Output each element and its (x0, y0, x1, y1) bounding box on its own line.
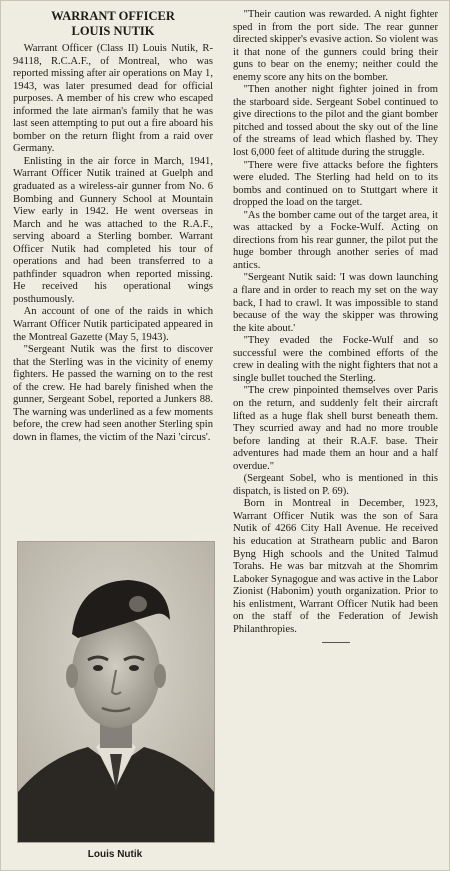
paragraph: "Sergeant Nutik was the first to discover that the Sterling was in the vicinity of enemy fighters. He passed the warning on to the rest of the crew. He had barely finished when the gunner, Sergeant Sobel, reported a Junkers 88. The warning was underlined as a few moments before, the crew had seen another Sterling spin down in flames, the victim of the Nazi 'circus'. (13, 344, 213, 443)
paragraph: "There were five attacks before the fighters were eluded. The Sterling had held on to its bombs and continued on to Stuttgart where it dropped the load on the target. (233, 159, 438, 209)
paragraph: "They evaded the Focke-Wulf and so successful were the combined efforts of the crew in dealing with the night fighters that not a single bullet touched the Sterling. (233, 335, 438, 384)
portrait-photo (17, 541, 215, 843)
paragraph: Born in Montreal in December, 1923, Warrant Officer Nutik was the son of Sara Nutik of 4266 City Hall Avenue. He received his education at Strathearn public and Baron Byng High schools and the United Talmud Torahs. He was bar mitzvah at the Shomrim Laboker Synagogue and was active in the Labor Zionist (Habonim) youth organization. Prior to his enlistment, Warrant Officer Nutik had been on the staff of the Federation of Jewish Philanthropies. (233, 498, 438, 635)
end-divider (322, 642, 350, 643)
paragraph: "The crew pinpointed themselves over Paris on the return, and suddenly felt their aircraft lifted as a huge flak shell burst beneath them. They scurried away and had no more trouble before landing at their R.A.F. base. Their adventures had made them an hour and a half overdue." (233, 385, 438, 472)
article-headline (13, 9, 213, 39)
paragraph: "As the bomber came out of the target area, it was attacked by a Focke-Wulf. Acting on directions from his rear gunner, the pilot put the huge bomber through another series of mad antics. (233, 209, 438, 271)
paragraph: (Sergeant Sobel, who is mentioned in this dispatch, is listed on P. 69). (233, 473, 438, 497)
headline-line-2: LOUIS NUTIK (71, 24, 155, 38)
left-column (13, 9, 213, 445)
right-column (233, 9, 438, 643)
portrait-illustration (18, 542, 214, 842)
paragraph: Enlisting in the air force in March, 1941, Warrant Officer Nutik trained at Guelph and graduated as a wireless-air gunner from No. 6 Bombing and Gunnery School at Mountain View early in 1942. He went overseas in March and he was attached to the R.A.F., serving aboard a Sterling bomber. Warrant Officer Nutik had completed his tour of operations and had been transferred to a pathfinder squadron when reported missing. He received his operational wings posthumously. (13, 155, 213, 305)
paragraph: An account of one of the raids in which Warrant Officer Nutik participated appeared in the Montreal Gazette (May 5, 1943). (13, 306, 213, 343)
paragraph: "Their caution was rewarded. A night fighter sped in from the port side. The rear gunner directed skipper's evasive action. So violent was it that none of the gunners could bring their guns to bear on the enemy; neither could the enemy score any hits on the bomber. (233, 9, 438, 83)
paragraph: "Sergeant Nutik said: 'I was down launching a flare and in order to reach my set on the way back, I had to crawl. It was impossible to stand because of the way the skipper was throwing the kite about.' (233, 272, 438, 334)
paragraph: Warrant Officer (Class II) Louis Nutik, R-94118, R.C.A.F., of Montreal, who was reported missing after air operations on May 1, 1943, was later presumed dead for official purposes. A member of his crew who escaped informed the late airman's family that he was last seen attempting to put out a fire aboard his bomber on the return flight from a raid over Germany. (13, 43, 213, 155)
photo-caption: Louis Nutik (87, 849, 143, 860)
paragraph: "Then another night fighter joined in from the starboard side. Sergeant Sobel continued to give directions to the pilot and the giant bomber pitched and tossed about the sky out of the line of the streams of lead which flashed by. They lost 6,000 feet of altitude during the struggle. (233, 84, 438, 159)
headline-line-1: WARRANT OFFICER (51, 9, 175, 23)
